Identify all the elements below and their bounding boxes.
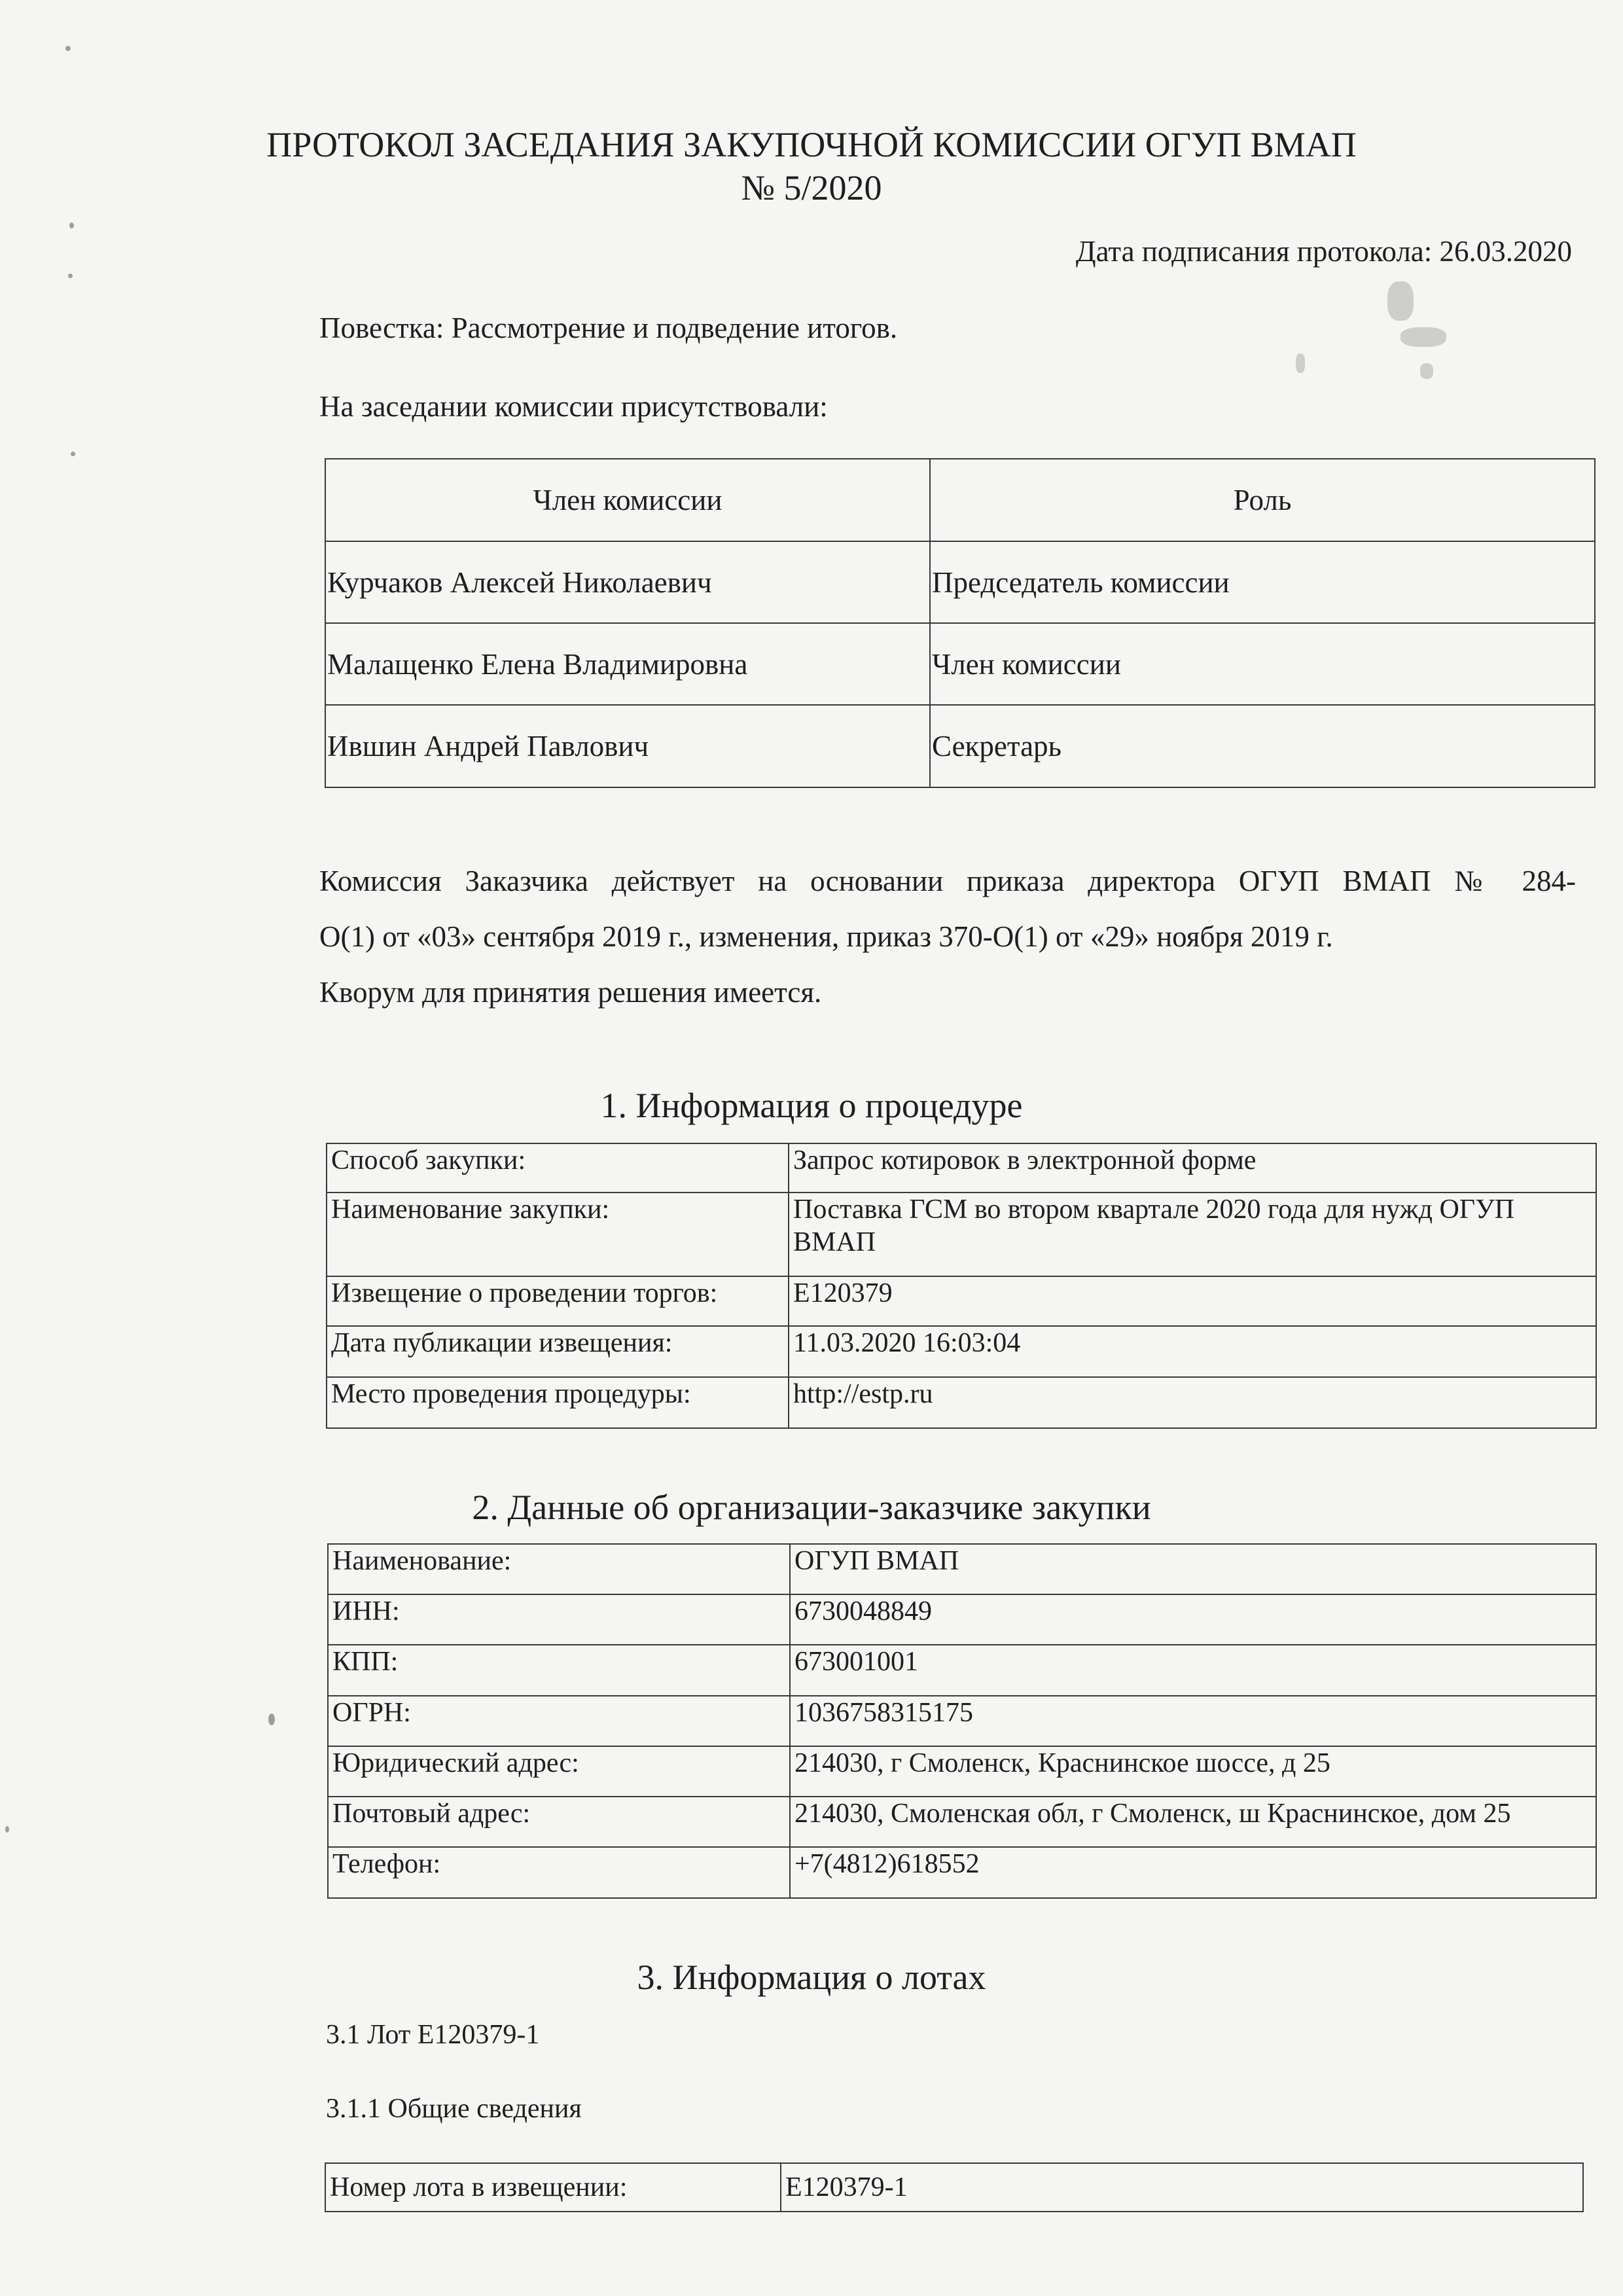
member-name: Курчаков Алексей Николаевич	[325, 541, 930, 623]
field-value: 1036758315175	[790, 1696, 1596, 1746]
table-row	[328, 1797, 1596, 1847]
field-value: ОГУП ВМАП	[790, 1544, 1596, 1594]
field-value-line: ВМАП	[793, 1227, 876, 1257]
table-row	[328, 1746, 1596, 1797]
scan-smudge	[1387, 281, 1414, 321]
field-value: 6730048849	[790, 1594, 1596, 1645]
table-row	[327, 1143, 1596, 1193]
column-header-member: Член комиссии	[325, 459, 930, 541]
scan-smudge	[1400, 327, 1446, 347]
section-3-heading: 3. Информация о лотах	[637, 1958, 986, 1997]
table-row	[325, 623, 1595, 705]
procedure-info-table	[326, 1143, 1597, 1429]
member-name: Малащенко Елена Владимировна	[325, 623, 930, 705]
lot-info-table	[325, 2162, 1584, 2212]
field-value	[789, 1193, 1596, 1276]
table-row	[327, 1276, 1596, 1326]
field-label: Извещение о проведении торгов:	[327, 1276, 789, 1326]
field-label: Телефон:	[328, 1847, 790, 1898]
field-label: Номер лота в извещении:	[325, 2163, 781, 2212]
field-label: Наименование:	[328, 1544, 790, 1594]
field-value: 214030, Смоленская обл, г Смоленск, ш Краснинское, дом 25	[790, 1797, 1596, 1847]
field-value: http://estp.ru	[789, 1377, 1596, 1428]
table-row	[328, 1594, 1596, 1645]
member-role: Член комиссии	[930, 623, 1595, 705]
field-value: +7(4812)618552	[790, 1847, 1596, 1898]
field-label: ОГРН:	[328, 1696, 790, 1746]
field-value-line: Поставка ГСМ во втором квартале 2020 года для нужд ОГУП	[793, 1194, 1515, 1225]
scan-dot	[68, 274, 73, 278]
table-row	[328, 1847, 1596, 1898]
field-value: Е120379-1	[781, 2163, 1583, 2212]
table-header-row	[325, 459, 1595, 541]
table-row	[327, 1193, 1596, 1276]
table-row	[327, 1326, 1596, 1377]
table-row	[325, 705, 1595, 787]
field-value: 673001001	[790, 1645, 1596, 1696]
table-row	[327, 1377, 1596, 1428]
field-label: Место проведения процедуры:	[327, 1377, 789, 1428]
quorum-text: Кворум для принятия решения имеется.	[319, 976, 822, 1009]
field-value: 11.03.2020 16:03:04	[789, 1326, 1596, 1377]
field-label: Способ закупки:	[327, 1143, 789, 1193]
field-label: ИНН:	[328, 1594, 790, 1645]
field-label: КПП:	[328, 1645, 790, 1696]
protocol-number: № 5/2020	[741, 168, 882, 207]
table-row	[328, 1544, 1596, 1594]
scan-smudge	[1420, 363, 1433, 379]
customer-info-table	[327, 1543, 1597, 1899]
members-table	[325, 458, 1596, 788]
member-role: Председатель комиссии	[930, 541, 1595, 623]
general-info-title: 3.1.1 Общие сведения	[326, 2094, 582, 2124]
field-value: 214030, г Смоленск, Краснинское шоссе, д 25	[790, 1746, 1596, 1797]
scan-dot	[268, 1713, 275, 1725]
scan-dot	[69, 223, 74, 228]
scan-dot	[5, 1826, 9, 1833]
scan-dot	[65, 46, 71, 51]
attendance-intro: На заседании комиссии присутствовали:	[319, 390, 828, 423]
table-row	[325, 541, 1595, 623]
table-row	[328, 1696, 1596, 1746]
field-label: Почтовый адрес:	[328, 1797, 790, 1847]
field-label: Дата публикации извещения:	[327, 1326, 789, 1377]
scan-dot	[71, 452, 75, 456]
field-label: Юридический адрес:	[328, 1746, 790, 1797]
field-value: Запрос котировок в электронной форме	[789, 1143, 1596, 1193]
field-label: Наименование закупки:	[327, 1193, 789, 1276]
lot-title: 3.1 Лот Е120379-1	[326, 2020, 540, 2050]
column-header-role: Роль	[930, 459, 1595, 541]
document-title: ПРОТОКОЛ ЗАСЕДАНИЯ ЗАКУПОЧНОЙ КОМИССИИ ОГУП ВМАП	[266, 125, 1357, 164]
scan-smudge	[1296, 353, 1305, 373]
field-value: Е120379	[789, 1276, 1596, 1326]
section-2-heading: 2. Данные об организации-заказчике закупки	[472, 1488, 1151, 1527]
table-row	[325, 2163, 1583, 2212]
member-name: Ившин Андрей Павлович	[325, 705, 930, 787]
section-1-heading: 1. Информация о процедуре	[600, 1086, 1023, 1125]
signing-date: Дата подписания протокола: 26.03.2020	[1075, 235, 1572, 268]
table-row	[328, 1645, 1596, 1696]
agenda: Повестка: Рассмотрение и подведение итогов.	[319, 312, 898, 344]
member-role: Секретарь	[930, 705, 1595, 787]
basis-line-1: Комиссия Заказчика действует на основании приказа директора ОГУП ВМАП № 284-	[319, 865, 1576, 897]
basis-line-2: О(1) от «03» сентября 2019 г., изменения, приказ 370-О(1) от «29» ноября 2019 г.	[319, 920, 1333, 953]
